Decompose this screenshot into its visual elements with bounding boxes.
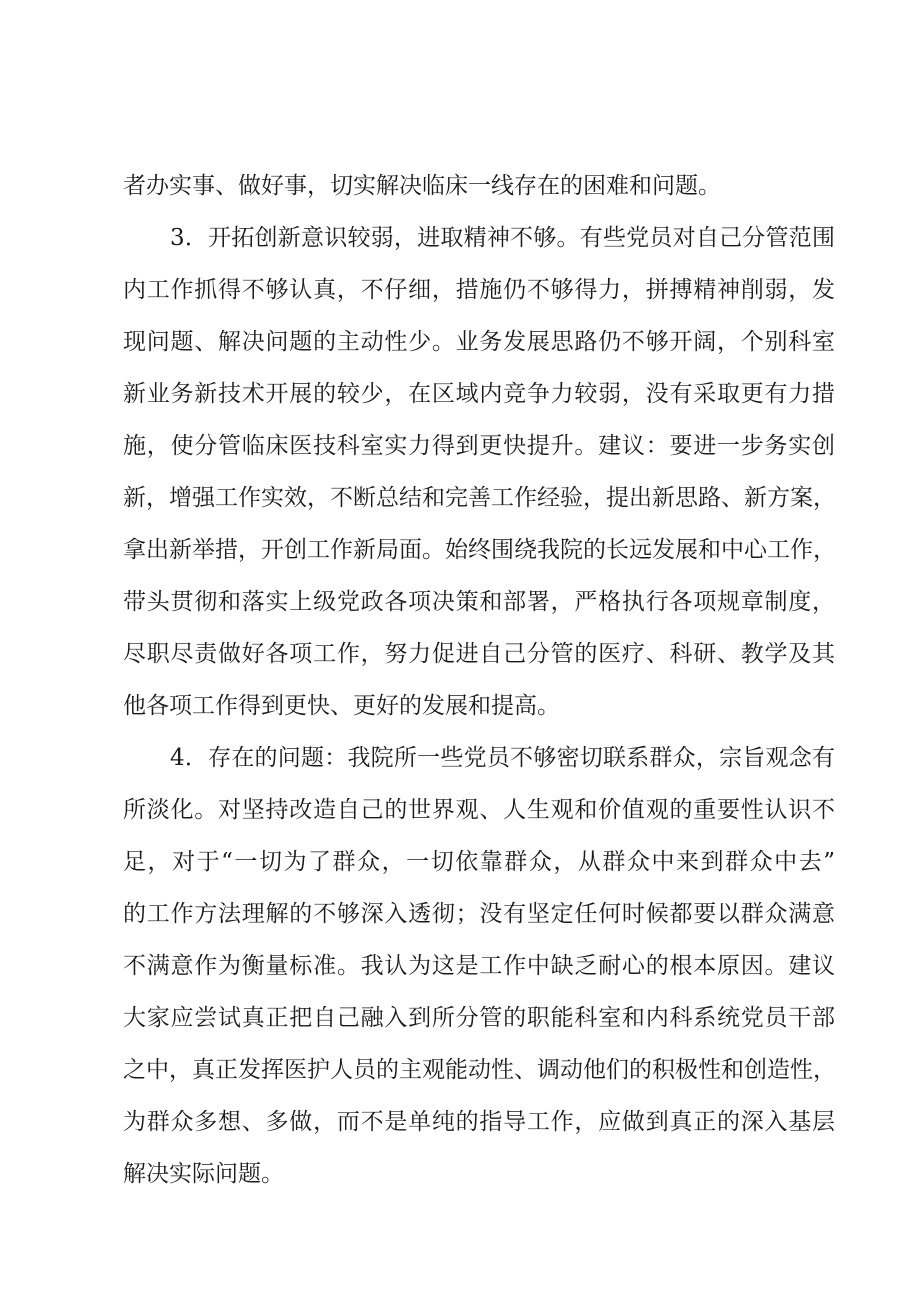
text-line-2: 3．开拓创新意识较弱，进取精神不够。有些党员对自己分管范围 — [170, 225, 835, 251]
text-line-14: 足，对于“一切为了群众，一切依靠群众，从群众中来到群众中去” — [123, 849, 835, 875]
text-line-3: 内工作抓得不够认真，不仔细，措施仍不够得力，拼搏精神削弱，发 — [123, 277, 835, 303]
text-line-11: 他各项工作得到更快、更好的发展和提高。 — [123, 693, 560, 719]
text-line-8: 拿出新举措，开创工作新局面。始终围绕我院的长远发展和中心工作， — [123, 537, 836, 563]
text-line-13: 所淡化。对坚持改造自己的世界观、人生观和价值观的重要性认识不 — [123, 797, 835, 823]
text-line-7: 新，增强工作实效，不断总结和完善工作经验，提出新思路、新方案， — [123, 485, 836, 511]
text-line-5: 新业务新技术开展的较少，在区域内竞争力较弱，没有采取更有力措 — [123, 381, 835, 407]
text-line-10: 尽职尽责做好各项工作，努力促进自己分管的医疗、科研、教学及其 — [123, 641, 835, 667]
text-line-20: 解决实际问题。 — [123, 1161, 284, 1187]
text-line-1: 者办实事、做好事，切实解决临床一线存在的困难和问题。 — [123, 173, 721, 199]
text-line-9: 带头贯彻和落实上级党政各项决策和部署，严格执行各项规章制度， — [123, 589, 835, 615]
text-line-15: 的工作方法理解的不够深入透彻；没有坚定任何时候都要以群众满意 — [123, 901, 835, 927]
text-line-12: 4．存在的问题：我院所一些党员不够密切联系群众，宗旨观念有 — [170, 745, 835, 771]
text-line-17: 大家应尝试真正把自己融入到所分管的职能科室和内科系统党员干部 — [123, 1005, 835, 1031]
text-line-6: 施，使分管临床医技科室实力得到更快提升。建议：要进一步务实创 — [123, 433, 835, 459]
text-line-16: 不满意作为衡量标准。我认为这是工作中缺乏耐心的根本原因。建议 — [123, 953, 835, 979]
text-line-18: 之中，真正发挥医护人员的主观能动性、调动他们的积极性和创造性， — [123, 1057, 836, 1083]
text-line-19: 为群众多想、多做，而不是单纯的指导工作，应做到真正的深入基层 — [123, 1109, 835, 1135]
text-line-4: 现问题、解决问题的主动性少。业务发展思路仍不够开阔，个别科室 — [123, 329, 835, 355]
